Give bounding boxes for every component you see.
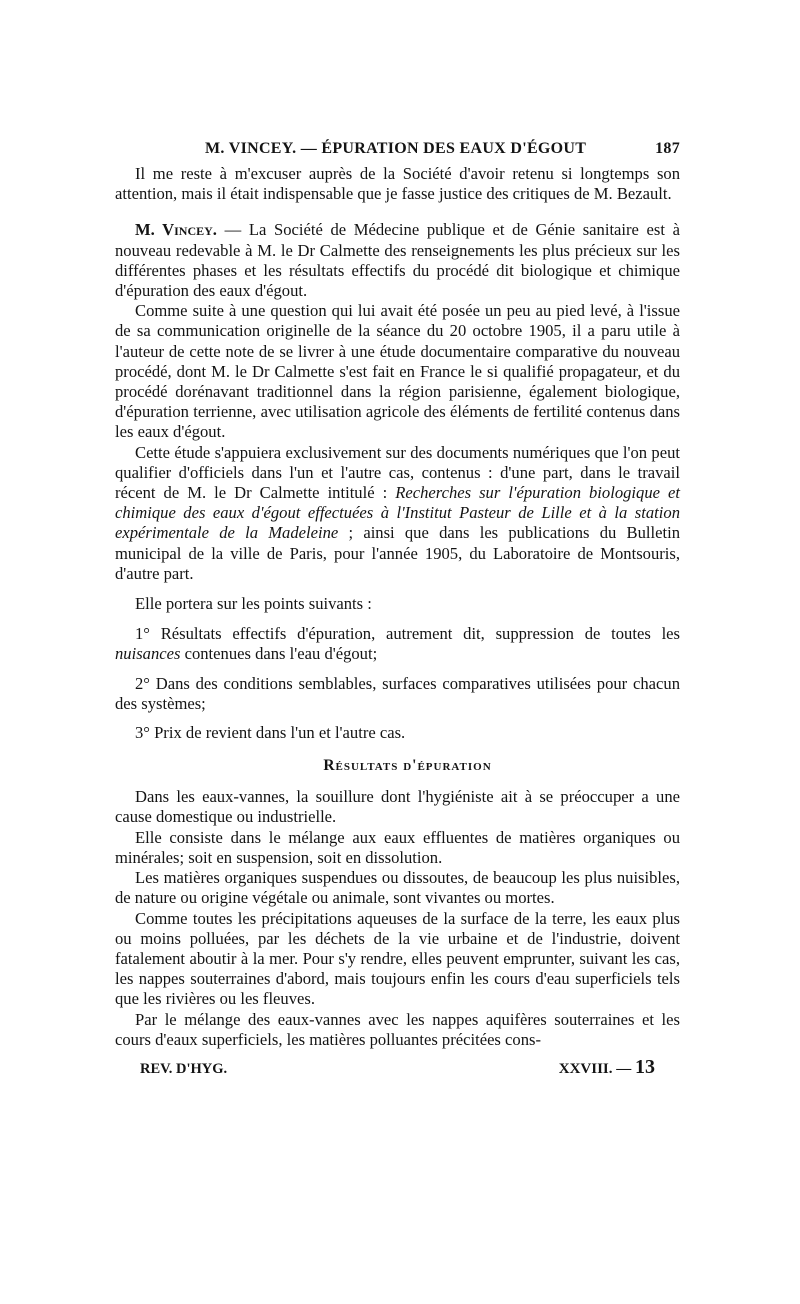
paragraph-section: Les matières organiques suspendues ou dissoutes, de beaucoup les plus nuisibles, de nature ou origine végétale ou animale, sont vivantes ou mortes. bbox=[115, 868, 680, 908]
emphasis: nuisances bbox=[115, 644, 181, 664]
signature-number: 13 bbox=[635, 1055, 655, 1078]
document-page bbox=[115, 140, 680, 1079]
paragraph-question bbox=[115, 301, 680, 442]
paragraph-section: Elle consiste dans le mélange aux eaux effluentes de matières organiques ou minérales; soit en suspension, soit en dissolution. bbox=[115, 827, 680, 867]
journal-abbrev: REV. D'HYG. bbox=[140, 1060, 228, 1077]
paragraph-text: Elle portera sur les points suivants : bbox=[135, 594, 372, 614]
cited-title: Recherches sur l'épuration biologique et chimique des eaux d'égout effectuées à l'Institut Pasteur de Lille et à la station expérimentale de la Madeleine bbox=[115, 483, 680, 543]
list-item: 1° Résultats effectifs d'épuration, autrement dit, suppression de toutes les nuisances contenues dans l'eau d'égout; bbox=[115, 624, 680, 664]
speaker-name: M. Vincey. bbox=[135, 220, 217, 240]
paragraph-vincey-intro bbox=[115, 220, 680, 301]
list-item: 3° Prix de revient dans l'un et l'autre cas. bbox=[135, 723, 406, 743]
paragraph-study-sources bbox=[115, 443, 680, 584]
signature-mark: XXVIII. — 13 bbox=[558, 1055, 655, 1078]
paragraph-section: Dans les eaux-vannes, la souillure dont l'hygiéniste ait à se préoccuper a une cause domestique ou industrielle. bbox=[115, 787, 680, 827]
paragraph-section: Par le mélange des eaux-vannes avec les nappes aquifères souterraines et les cours d'eaux superficiels, les matières polluantes précitées cons- bbox=[115, 1009, 680, 1049]
page-footer bbox=[115, 1056, 680, 1079]
paragraph-text: Il me reste à m'excuser auprès de la Société d'avoir retenu si longtemps son attention, mais il était indispensable que je fasse justice des critiques de M. Bezault. bbox=[115, 164, 680, 204]
paragraph-text: ; ainsi que dans les publications du Bulletin municipal de la ville de Paris, pour l'année 1905, du Laboratoire de Montsouris, d'autre part. bbox=[115, 523, 680, 583]
page-number: 187 bbox=[655, 140, 680, 157]
paragraph-section: Comme toutes les précipitations aqueuses de la surface de la terre, les eaux plus ou moins polluées, par les déchets de la vie urbaine et de l'industrie, doivent fatalement aboutir à la mer. Pour s'y rendre, elles peuvent emprunter, suivant les cas, les nappes souterraines d'abord, mais toujours enfin les cours d'eau superficiels tels que les rivières ou les fleuves. bbox=[115, 908, 680, 1009]
paragraph-text: Cette étude s'appuiera exclusivement sur des documents numériques que l'on peut qualifier d'officiels dans l'un et l'autre cas, contenus : d'une part, dans le travail récent de M. le Dr Calmette intitulé : bbox=[115, 442, 680, 503]
points-list bbox=[115, 624, 680, 743]
running-title: M. VINCEY. — ÉPURATION DES EAUX D'ÉGOUT bbox=[205, 140, 587, 157]
paragraph-text: — La Société de Médecine publique et de Génie sanitaire est à nouveau redevable à M. le Dr Calmette des renseignements les plus précieux sur les différentes phases et les résultats effectifs du procédé dit biologique et chimique d'épuration des eaux d'égout. bbox=[115, 220, 680, 301]
section-title: Résultats d'épuration bbox=[323, 757, 492, 775]
list-item: 2° Dans des conditions semblables, surfaces comparatives utilisées pour chacun des systèmes; bbox=[115, 673, 680, 713]
paragraph-points-intro bbox=[115, 594, 680, 614]
paragraph-text: Comme suite à une question qui lui avait été posée un peu au pied levé, à l'issue de sa communication originelle de la séance du 20 octobre 1905, il a paru utile à l'auteur de cette note de se livrer à une étude documentaire comparative du nouveau procédé, dont M. le Dr Calmette s'est fait en France le si qualifié propagateur, et du procédé dorénavant traditionnel dans la région parisienne, également biologique, d'épuration terrienne, avec utilisation agricole des éléments de fertilité contenus dans les eaux d'égout. bbox=[115, 301, 680, 442]
paragraph-closing-remark bbox=[115, 164, 680, 204]
running-head bbox=[115, 140, 680, 158]
